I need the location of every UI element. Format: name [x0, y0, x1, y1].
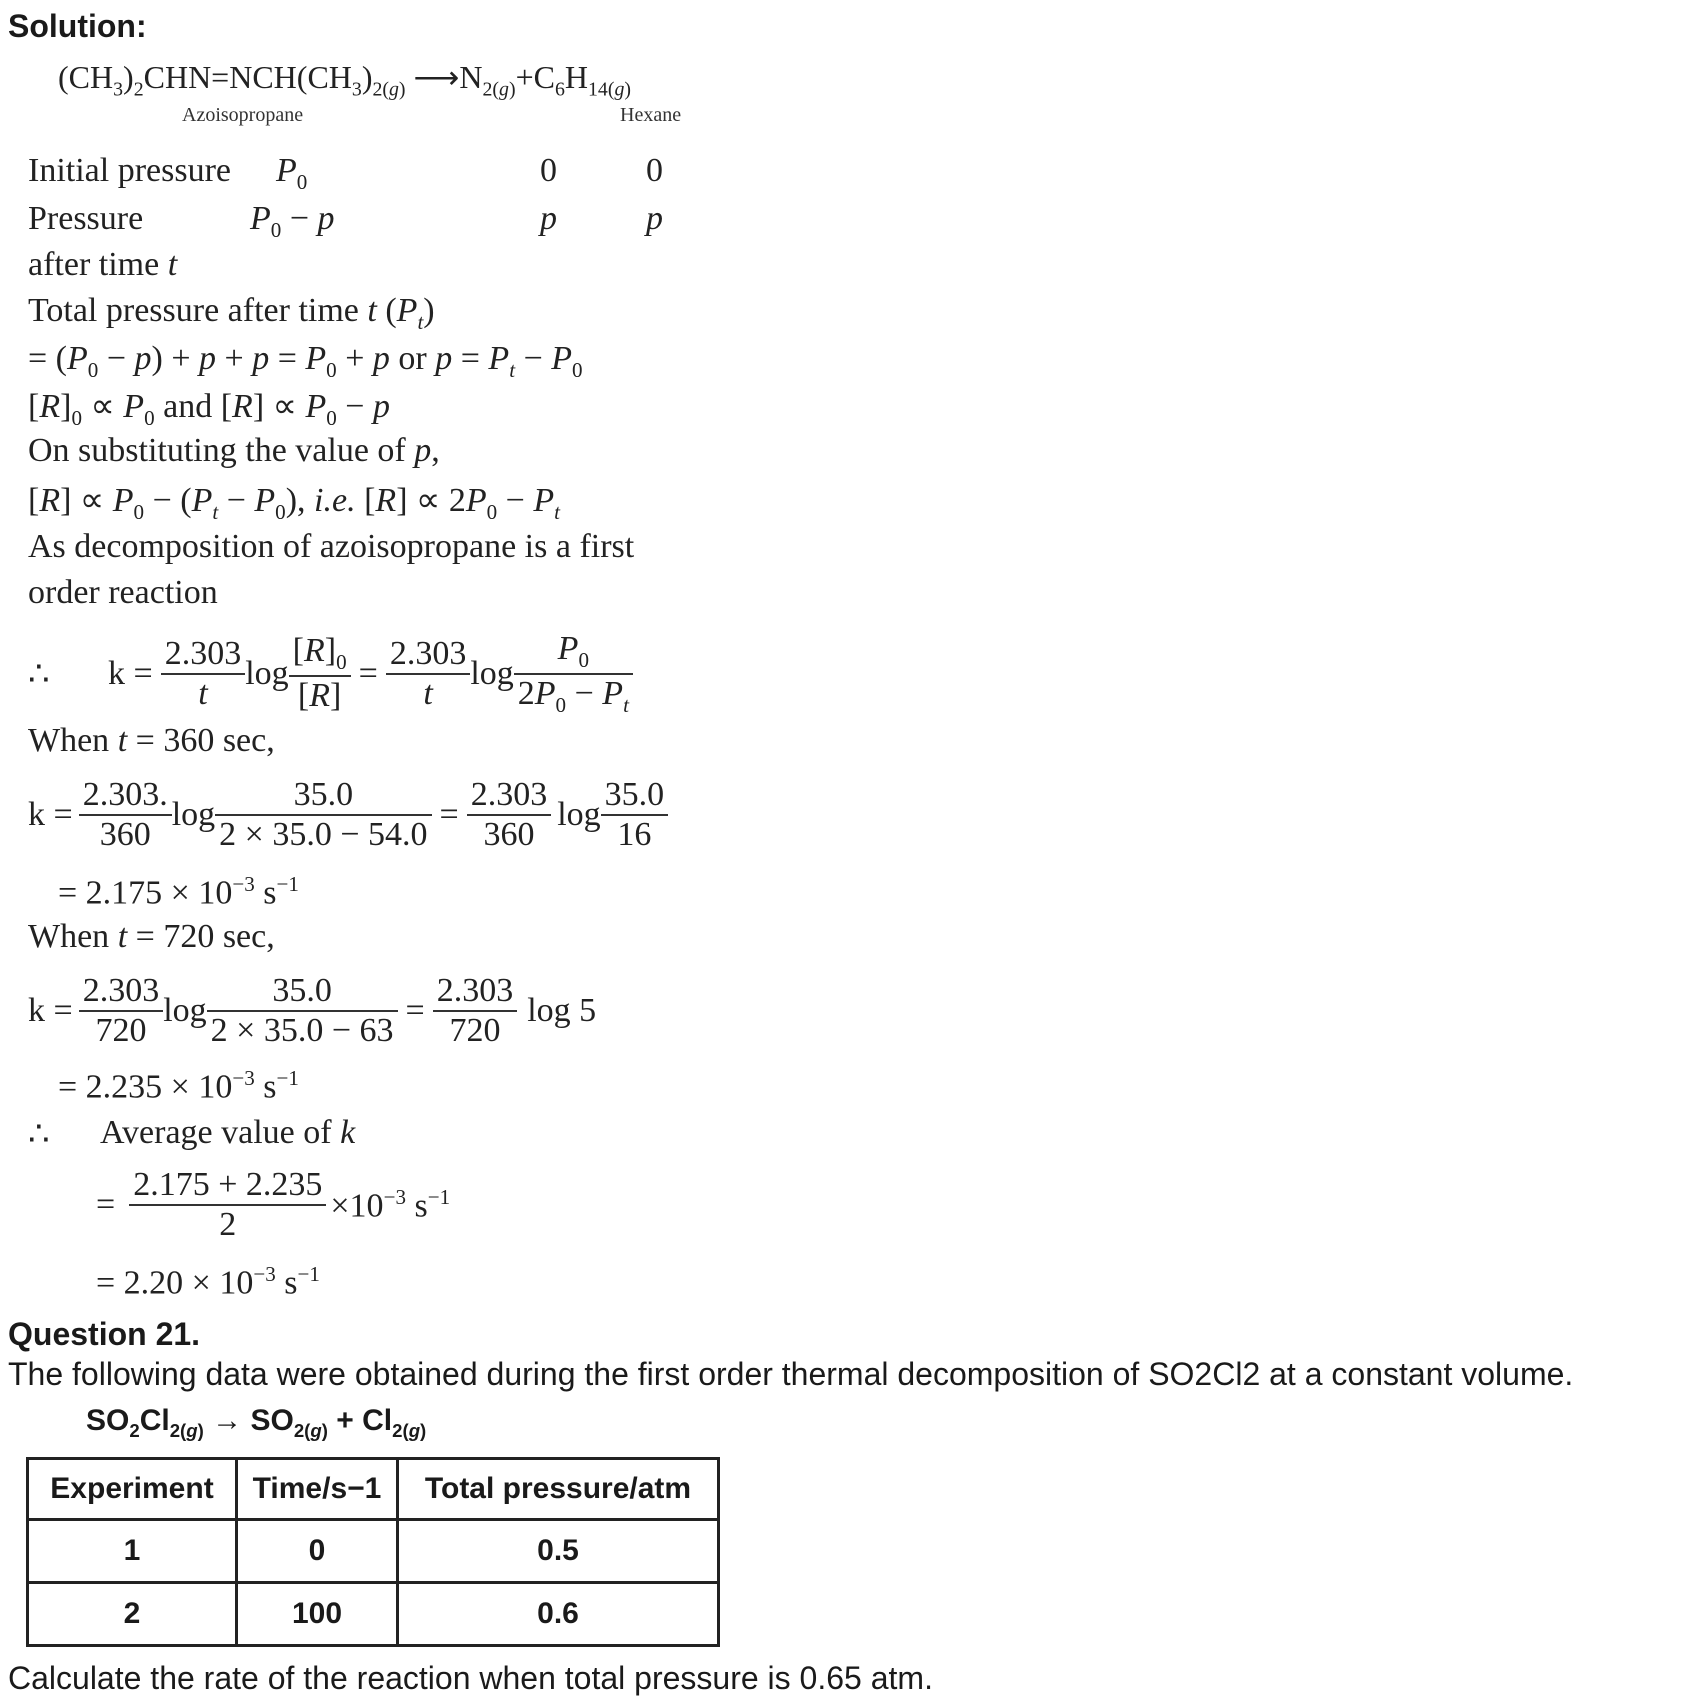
table-cell: 0.6: [398, 1583, 719, 1646]
after-p0-minus-p: $P_0 - p$: [250, 200, 335, 242]
after-n2: p: [540, 200, 557, 237]
reaction-equation: $(CH_3)_2CHN=NCH(CH_3)_{2(g)}$ $⟶N_{2(g)}+C_6H_{14(g)}$: [58, 59, 631, 101]
substituting-line: On substituting the value of p,: [28, 432, 440, 469]
after-hexane: p: [646, 200, 663, 237]
solution-heading: Solution:: [8, 8, 147, 44]
therefore-symbol: ∴: [28, 655, 50, 693]
question-text: The following data were obtained during the first order thermal decomposition of SO2Cl2 at a constant volume.: [8, 1356, 1574, 1392]
substituted-equation: $[R] \propto P_0 - (P_t - P_0)$, i.e. $[R] \propto 2P_0 - P_t$: [28, 482, 560, 524]
question-reaction: $SO_2Cl_{2(g)} \to SO_{2(g)} + Cl_{2(g)}$: [86, 1404, 427, 1441]
case1-formula: k = $\frac{2.303.}{360}$ log $\frac{35.0}{2 \times 35.0 - 54.0}$ = $\frac{2.303}{360}$ log $\frac{35.0}{16}$: [28, 776, 668, 854]
initial-n2: 0: [540, 152, 557, 189]
first-order-line-2: order reaction: [28, 574, 218, 611]
table-cell: 100: [237, 1583, 398, 1646]
table-cell: 0: [237, 1520, 398, 1583]
header-total-pressure: Total pressure/atm: [398, 1459, 719, 1520]
product-label: Hexane: [620, 104, 682, 126]
total-pressure-line: Total pressure after time t $(P_t)$: [28, 292, 435, 334]
case1-result: = $2.175 \times 10^{-3}$ $s^{-1}$: [58, 872, 299, 912]
case2-formula: k = $\frac{2.303}{720}$ log $\frac{35.0}{2 \times 35.0 - 63}$ = $\frac{2.303}{720}$ log 5: [28, 972, 597, 1049]
question-heading: Question 21.: [8, 1316, 201, 1352]
table-cell: 2: [28, 1583, 237, 1646]
initial-p0: $P_0$: [276, 152, 308, 194]
table-cell: 0.5: [398, 1520, 719, 1583]
table-header-row: [28, 1459, 719, 1520]
question-ask: Calculate the rate of the reaction when total pressure is 0.65 atm.: [8, 1660, 933, 1696]
initial-pressure-label: Initial pressure: [28, 152, 231, 189]
data-table: [26, 1457, 720, 1647]
table-row: [28, 1583, 719, 1646]
average-formula: = $\frac{2.175 + 2.235}{2}$ $\times 10^{-3}$ $s^{-1}$: [96, 1166, 451, 1243]
initial-hexane: 0: [646, 152, 663, 189]
reaction-arrow: ⟶: [413, 59, 460, 95]
table-row: [28, 1520, 719, 1583]
average-result: = $2.20 \times 10^{-3}$ $s^{-1}$: [96, 1262, 320, 1302]
after-time-label: after time t: [28, 246, 178, 283]
header-experiment: Experiment: [28, 1459, 237, 1520]
header-time: Time/s−1: [237, 1459, 398, 1520]
k-general-formula: ∴ k = $\frac{2.303}{t}$ log $\frac{[R]_0}{[R]}$ = $\frac{2.303}{t}$ log $\frac{P_0}{2P_0 - P_t}$: [28, 630, 633, 718]
case2-result: = $2.235 \times 10^{-3}$ $s^{-1}$: [58, 1066, 299, 1106]
proportionality-line: $[R]_0 \propto P_0$ and $[R] \propto P_0 - p$: [28, 388, 390, 430]
case1-when: When t = 360 sec,: [28, 722, 275, 759]
average-therefore: ∴: [28, 1116, 50, 1153]
reactant-label: Azoisopropane: [182, 104, 304, 126]
average-label: Average value of k: [100, 1114, 356, 1151]
total-pressure-equation: = $(P_0 - p) + p + p = P_0 + p$ or $p = P_t - P_0$: [28, 340, 583, 382]
after-pressure-label: Pressure: [28, 200, 144, 237]
table-cell: 1: [28, 1520, 237, 1583]
first-order-line-1: As decomposition of azoisopropane is a first: [28, 528, 635, 565]
case2-when: When t = 720 sec,: [28, 918, 275, 955]
